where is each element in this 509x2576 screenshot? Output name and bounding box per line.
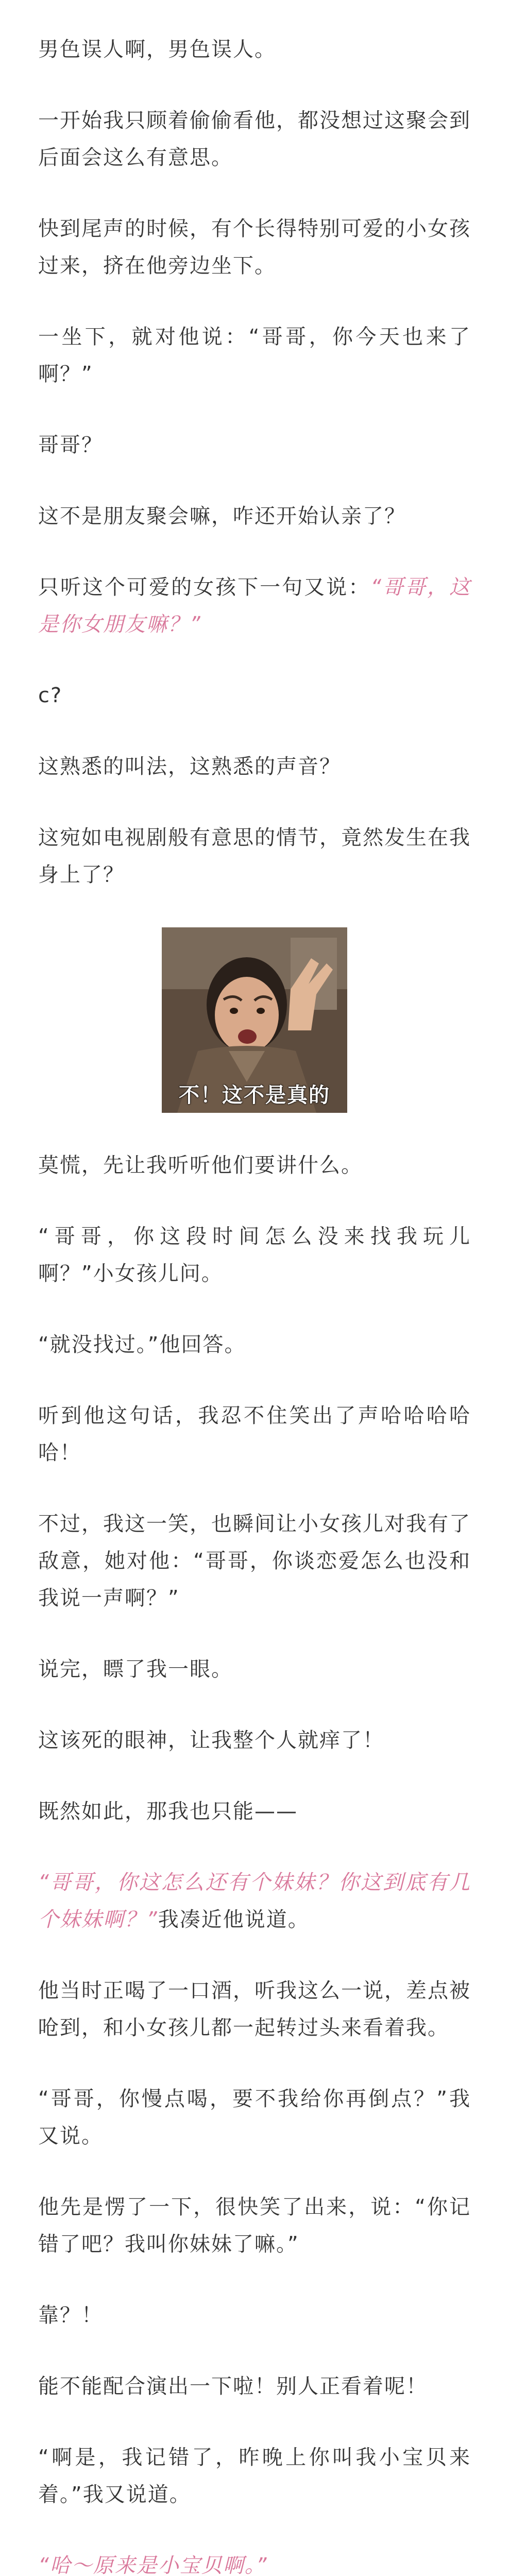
paragraph-text: 只听这个可爱的女孩下一句又说： (38, 575, 371, 599)
paragraph: 不过，我这一笑，也瞬间让小女孩儿对我有了敌意，她对他：“哥哥，你谈恋爱怎么也没和我说一声啊？” (38, 1512, 471, 1610)
paragraph (38, 569, 471, 643)
paragraph (38, 1864, 471, 1938)
paragraph: “就没找过。”他回答。 (38, 1333, 246, 1357)
paragraph: “哥哥，你慢点喝，要不我给你再倒点？”我又说。 (38, 2087, 471, 2148)
meme-caption: 不！这不是真的 (179, 1083, 330, 1107)
paragraph: 快到尾声的时候，有个长得特别可爱的小女孩过来，挤在他旁边坐下。 (38, 217, 471, 278)
meme-image-shocked-woman (162, 927, 347, 1113)
paragraph: 听到他这句话，我忍不住笑出了声哈哈哈哈哈！ (38, 1404, 471, 1465)
paragraph: c? (38, 684, 63, 707)
paragraph: 他先是愣了一下，很快笑了出来，说：“你记错了吧？我叫你妹妹了嘛。” (38, 2195, 471, 2256)
highlighted-quote: “哈～原来是小宝贝啊。” (38, 2554, 268, 2576)
paragraph: 靠？！ (38, 2303, 103, 2327)
paragraph: 这不是朋友聚会嘛，咋还开始认亲了？ (38, 504, 406, 528)
paragraph: 能不能配合演出一下啦！别人正看着呢！ (38, 2375, 428, 2398)
paragraph: 既然如此，那我也只能—— (38, 1800, 298, 1823)
paragraph: 男色误人啊，男色误人。 (38, 38, 276, 61)
paragraph (38, 2547, 471, 2576)
paragraph: 说完，瞟了我一眼。 (38, 1657, 233, 1681)
paragraph-text: 我凑近他说道。 (158, 1908, 310, 1931)
paragraph: 这宛如电视剧般有意思的情节，竟然发生在我身上了？ (38, 826, 471, 887)
paragraph: 他当时正喝了一口酒，听我这么一说，差点被呛到，和小女孩儿都一起转过头来看着我。 (38, 1979, 471, 2040)
paragraph: “哥哥，你这段时间怎么没来找我玩儿啊？”小女孩儿问。 (38, 1225, 471, 1285)
paragraph: 一坐下，就对他说：“哥哥，你今天也来了啊？” (38, 325, 471, 386)
paragraph: 这熟悉的叫法，这熟悉的声音？ (38, 755, 341, 778)
paragraph: 莫慌，先让我听听他们要讲什么。 (38, 1154, 363, 1177)
highlighted-quote: “哥哥，你这怎么还有个妹妹？你这到底有几个妹妹啊？” (38, 1871, 471, 1931)
paragraph: 哥哥？ (38, 433, 103, 457)
paragraph: “啊是，我记错了，昨晚上你叫我小宝贝来着。”我又说道。 (38, 2446, 471, 2506)
highlighted-quote: “哥哥，这是你女朋友嘛？” (38, 575, 471, 636)
paragraph: 一开始我只顾着偷偷看他，都没想过这聚会到后面会这么有意思。 (38, 109, 471, 170)
paragraph: 这该死的眼神，让我整个人就痒了！ (38, 1728, 384, 1752)
